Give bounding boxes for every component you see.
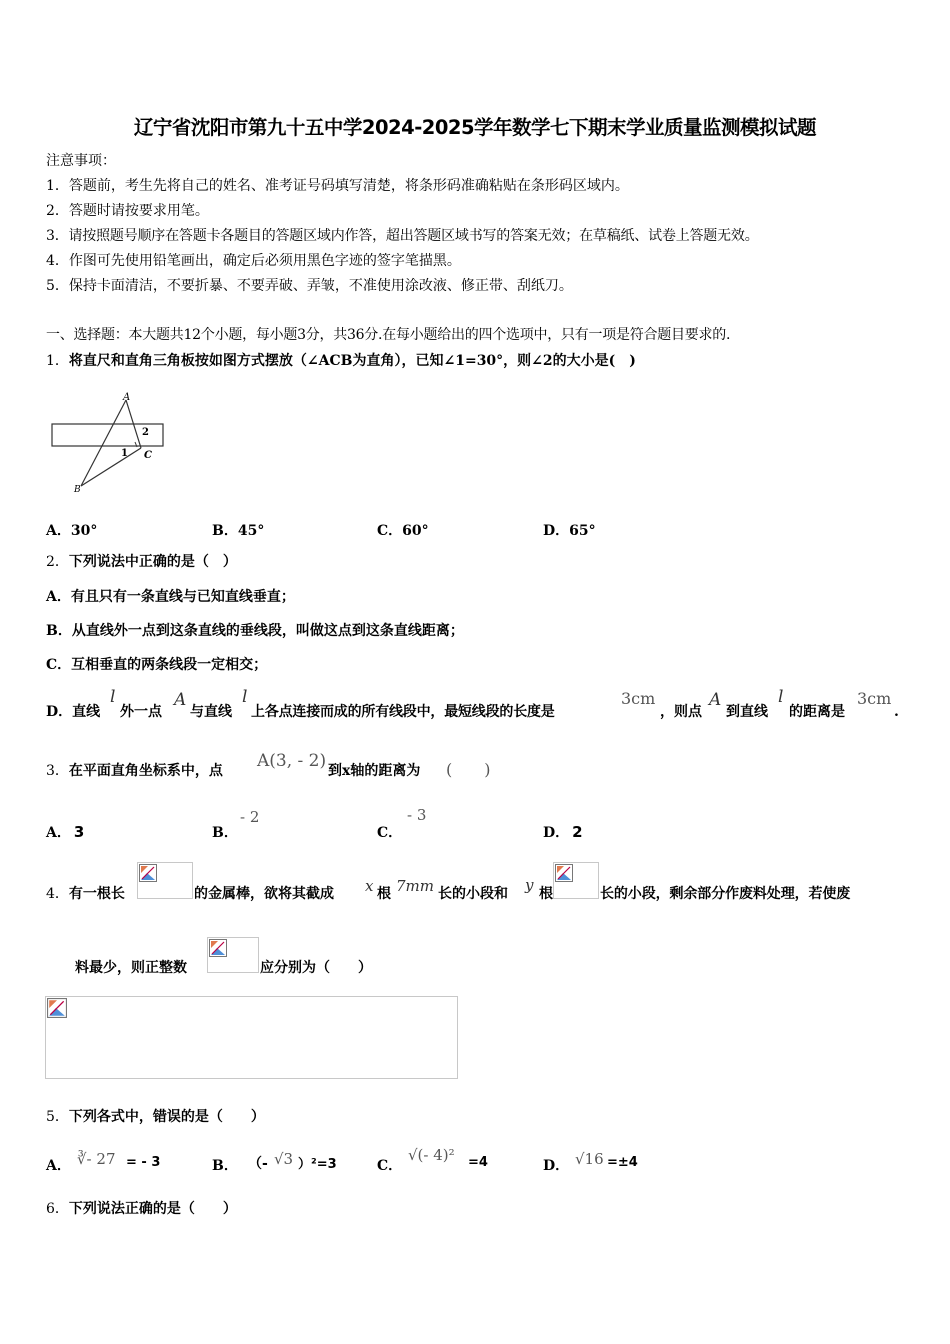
option-d-part: D．直线 (46, 704, 101, 720)
broken-image-icon (139, 864, 157, 882)
option-d-part: 到直线 (726, 704, 768, 720)
math-a: A (709, 690, 722, 710)
option-b[interactable]: B．45° (212, 523, 265, 539)
question-text: 长的小段，剩余部分作废料处理，若使废 (600, 886, 851, 902)
math-l: l (778, 687, 784, 707)
notice-item: 4．作图可先使用铅笔画出，确定后必须用黑色字迹的签字笔描黑。 (46, 253, 461, 269)
math-expr: √3 (274, 1150, 294, 1168)
option-value: - 3 (407, 806, 427, 824)
option-d[interactable] (46, 704, 100, 720)
broken-image-placeholder (137, 862, 193, 899)
question-number: 2． (46, 554, 69, 570)
label-angle-2: 2 (142, 427, 149, 438)
question-text: 下列说法中正确的是（ ） (68, 554, 237, 570)
math-l: l (242, 687, 248, 707)
question-number: 1． (46, 353, 69, 369)
option-label: A． (46, 1158, 71, 1174)
option-d-part: 的距离是 (789, 704, 845, 720)
question-text: 有一根长 (68, 886, 125, 902)
notice-heading: 注意事项： (46, 153, 116, 169)
option-value: - 2 (240, 808, 260, 826)
question-number: 3． (46, 763, 69, 779)
option-label: C． (377, 825, 403, 841)
side-bc (81, 448, 141, 486)
option-c[interactable] (377, 822, 402, 842)
option-d[interactable]: D．65° (543, 523, 596, 539)
q1-figure (45, 390, 170, 495)
question-2 (46, 554, 237, 570)
question-text: 下列各式中，错误的是（ ） (68, 1109, 265, 1125)
broken-image-icon (209, 939, 227, 957)
math-prefix: （- (248, 1156, 268, 1172)
option-a[interactable] (46, 822, 84, 842)
option-d-part: ，则点 (660, 704, 702, 720)
math-x: x (365, 877, 374, 895)
option-c[interactable]: C．互相垂直的两条线段一定相交； (46, 657, 268, 673)
math-a: A (174, 690, 187, 710)
broken-image-icon (555, 864, 573, 882)
question-text: 根 (377, 886, 391, 902)
math-result: = - 3 (126, 1155, 161, 1170)
question-text: 下列说法正确的是（ ） (68, 1201, 237, 1217)
math-expr: ∛- 27 (77, 1150, 116, 1168)
option-b[interactable] (212, 822, 238, 842)
option-label: B． (212, 1158, 238, 1174)
question-6 (46, 1201, 237, 1217)
option-label: C． (377, 1158, 403, 1174)
option-label: A． (46, 825, 71, 841)
option-c[interactable] (377, 1155, 402, 1175)
option-c[interactable]: C．60° (377, 523, 429, 539)
option-d-part: 上各点连接而成的所有线段中，最短线段的长度是 (251, 704, 555, 720)
math-expr: √16 (575, 1150, 604, 1168)
math-3cm: 3cm (857, 689, 892, 708)
math-point-a: A(3, - 2) (257, 751, 327, 771)
question-text: 的金属棒，欲将其截成 (194, 886, 334, 902)
option-d[interactable] (543, 822, 583, 842)
option-a[interactable]: A．30° (46, 523, 98, 539)
broken-image-placeholder (45, 996, 458, 1079)
option-d-part: 与直线 (190, 704, 232, 720)
math-l: l (110, 687, 116, 707)
option-d-part: 外一点 (120, 704, 162, 720)
option-a[interactable]: A．有且只有一条直线与已知直线垂直； (46, 589, 295, 605)
notice-item: 2．答题时请按要求用笔。 (46, 203, 209, 219)
option-label: B． (212, 825, 238, 841)
option-a[interactable] (46, 1155, 71, 1175)
broken-image-placeholder (207, 937, 259, 973)
question-1 (46, 353, 636, 369)
question-text: 到x轴的距离为 (328, 763, 421, 779)
math-expr: √(- 4)² (408, 1146, 455, 1164)
option-value: 3 (73, 823, 85, 841)
broken-image-icon (47, 998, 67, 1018)
page-title: 辽宁省沈阳市第九十五中学2024-2025学年数学七下期末学业质量监测模拟试题 (133, 116, 817, 139)
question-4 (46, 886, 125, 902)
option-b[interactable]: B．从直线外一点到这条直线的垂线段，叫做这点到这条直线距离； (46, 623, 464, 639)
option-value: 2 (572, 823, 583, 841)
question-3 (46, 763, 223, 779)
question-5 (46, 1109, 265, 1125)
math-result: ）²=3 (298, 1157, 337, 1172)
question-text: 将直尺和直角三角板按如图方式摆放（∠ACB为直角），已知∠1=30°，则∠2的大小是( ) (68, 353, 636, 369)
label-angle-1: 1 (121, 448, 128, 459)
label-a: A (123, 392, 131, 403)
question-text: 长的小段和 (438, 886, 508, 902)
question-text: 根 (539, 886, 553, 902)
math-7mm: 7mm (396, 877, 434, 895)
question-text: 应分别为（ ） (260, 960, 372, 976)
math-result: =4 (468, 1155, 488, 1170)
option-d-part: . (894, 704, 899, 720)
answer-blank: ( ) (446, 760, 491, 779)
side-ab (81, 400, 126, 486)
option-b[interactable] (212, 1155, 238, 1175)
notice-item: 5．保持卡面清洁，不要折暴、不要弄破、弄皱，不准使用涂改液、修正带、刮纸刀。 (46, 278, 573, 294)
broken-image-placeholder (553, 862, 599, 899)
notice-item: 3．请按照题号顺序在答题卡各题目的答题区域内作答，超出答题区域书写的答案无效；在草稿纸、试卷上答题无效。 (46, 228, 759, 244)
question-text: 在平面直角坐标系中，点 (68, 763, 223, 779)
question-number: 4． (46, 886, 69, 902)
label-c: C (144, 450, 152, 461)
option-label: D． (543, 1158, 570, 1174)
question-number: 5． (46, 1109, 69, 1125)
section-heading: 一、选择题：本大题共12个小题，每小题3分，共36分.在每小题给出的四个选项中，只有一项是符合题目要求的. (46, 327, 731, 343)
question-number: 6． (46, 1201, 69, 1217)
math-result: =±4 (607, 1155, 638, 1170)
math-3cm: 3cm (621, 689, 656, 708)
question-text: 料最少，则正整数 (75, 960, 187, 976)
label-b: B (74, 485, 81, 495)
option-label: D． (543, 825, 570, 841)
option-d[interactable] (543, 1155, 569, 1175)
notice-item: 1．答题前，考生先将自己的姓名、准考证号码填写清楚，将条形码准确粘贴在条形码区域内。 (46, 178, 629, 194)
math-y: y (525, 876, 534, 894)
